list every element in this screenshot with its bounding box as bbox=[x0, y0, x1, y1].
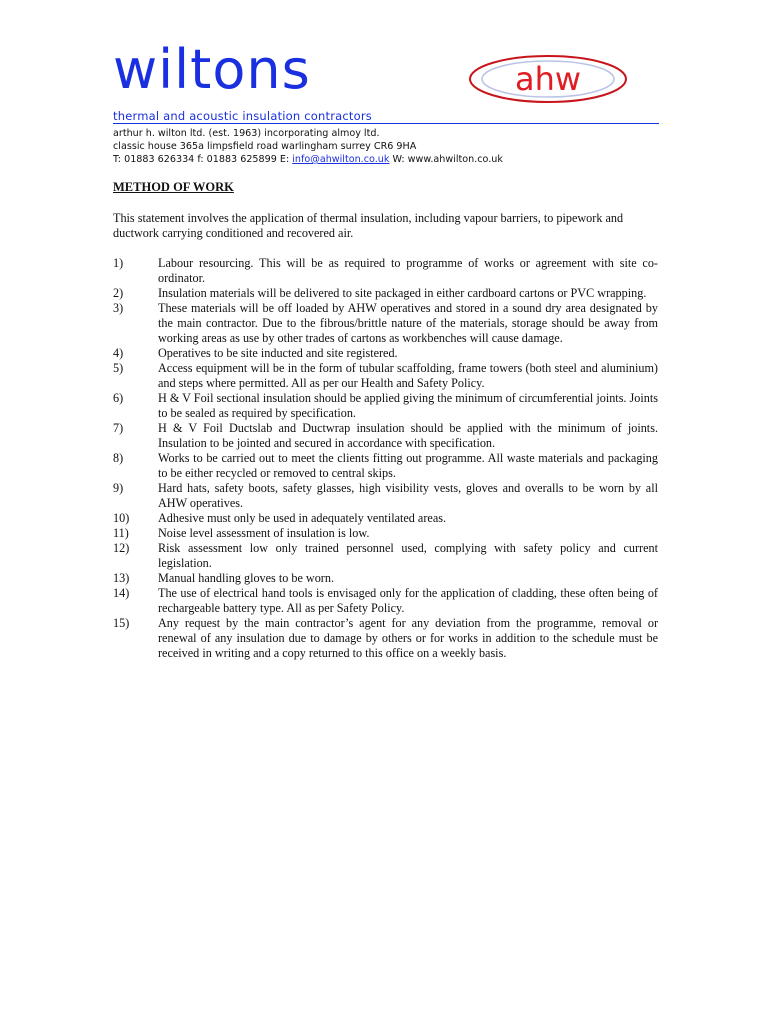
company-line: arthur h. wilton ltd. (est. 1963) incorporating almoy ltd. bbox=[113, 128, 380, 139]
list-item-number: 12) bbox=[113, 541, 130, 555]
list-item-number: 6) bbox=[113, 391, 124, 405]
address-line: classic house 365a limpsfield road warlingham surrey CR6 9HA bbox=[113, 141, 417, 152]
list-item bbox=[113, 346, 658, 361]
list-item bbox=[113, 586, 658, 616]
header-divider bbox=[113, 123, 659, 124]
ahw-logo-graphic bbox=[468, 54, 628, 104]
list-item-number: 5) bbox=[113, 361, 124, 375]
list-item-text: Labour resourcing. This will be as required to programme of works or agreement with site co-ordinator. bbox=[158, 256, 658, 285]
list-item-text: Noise level assessment of insulation is low. bbox=[158, 526, 370, 540]
company-logo-wordmark: wiltons bbox=[113, 38, 311, 101]
list-item-text: Adhesive must only be used in adequately ventilated areas. bbox=[158, 511, 447, 525]
list-item-text: Risk assessment low only trained personnel used, complying with safety policy and current legislation. bbox=[158, 541, 658, 570]
intro-paragraph: This statement involves the application of thermal insulation, including vapour barriers, to pipework and ductwork carrying conditioned and recovered air. bbox=[113, 211, 624, 240]
list-item-number: 11) bbox=[113, 526, 129, 540]
email-link[interactable]: info@ahwilton.co.uk bbox=[292, 154, 390, 165]
list-item-number: 8) bbox=[113, 451, 124, 465]
list-item bbox=[113, 571, 658, 586]
list-item-number: 2) bbox=[113, 286, 124, 300]
list-item-number: 10) bbox=[113, 511, 130, 525]
contact-phone-fax: T: 01883 626334 f: 01883 625899 E: bbox=[113, 154, 290, 165]
list-item-text: Access equipment will be in the form of tubular scaffolding, frame towers (both steel and aluminium) and steps where permitted. All as per our Health and Safety Policy. bbox=[158, 361, 658, 390]
list-item-text: The use of electrical hand tools is envisaged only for the application of cladding, these often being of rechargeable battery type. All as per Safety Policy. bbox=[158, 586, 658, 615]
list-item-number: 4) bbox=[113, 346, 124, 360]
ahw-logo bbox=[468, 54, 628, 104]
contact-line bbox=[113, 153, 503, 166]
list-item bbox=[113, 616, 658, 661]
list-item bbox=[113, 526, 658, 541]
list-item-number: 3) bbox=[113, 301, 124, 315]
list-item bbox=[113, 451, 658, 481]
list-item-number: 7) bbox=[113, 421, 124, 435]
list-item-number: 1) bbox=[113, 256, 124, 270]
list-item bbox=[113, 301, 658, 346]
list-item-text: Insulation materials will be delivered to site packaged in either cardboard cartons or PVC wrapping. bbox=[158, 286, 647, 300]
list-item-number: 13) bbox=[113, 571, 130, 585]
list-item-text: Manual handling gloves to be worn. bbox=[158, 571, 335, 585]
list-item-number: 14) bbox=[113, 586, 130, 600]
list-item bbox=[113, 286, 658, 301]
list-item bbox=[113, 391, 658, 421]
list-item-text: Works to be carried out to meet the clients fitting out programme. All waste materials and packaging to be either recycled or removed to central skips. bbox=[158, 451, 658, 480]
list-item-text: H & V Foil Ductslab and Ductwrap insulation should be applied with the minimum of joints. Insulation to be jointed and secured in accordance with specification. bbox=[158, 421, 658, 450]
list-item bbox=[113, 511, 658, 526]
list-item-text: Any request by the main contractor’s agent for any deviation from the programme, removal or renewal of any insulation due to damage by others or for works in addition to the schedule must be received in writing and a copy returned to this office on a weekly basis. bbox=[158, 616, 658, 660]
list-item-number: 9) bbox=[113, 481, 124, 495]
document-heading: METHOD OF WORK bbox=[113, 180, 234, 194]
list-item bbox=[113, 421, 658, 451]
list-item bbox=[113, 361, 658, 391]
tagline: thermal and acoustic insulation contractors bbox=[113, 109, 372, 123]
list-item-text: H & V Foil sectional insulation should be applied giving the minimum of circumferential joints. Joints to be sealed as required by specification. bbox=[158, 391, 658, 420]
list-item-text: Operatives to be site inducted and site registered. bbox=[158, 346, 398, 360]
list-item bbox=[113, 541, 658, 571]
list-item-number: 15) bbox=[113, 616, 130, 630]
website-text: W: www.ahwilton.co.uk bbox=[392, 154, 503, 165]
list-item bbox=[113, 256, 658, 286]
ahw-logo-text: ahw bbox=[514, 60, 582, 98]
list-item bbox=[113, 481, 658, 511]
list-item-text: These materials will be off loaded by AHW operatives and stored in a sound dry area designated by the main contractor. Due to the fibrous/brittle nature of the materials, storage should be away from working areas as use by other trades of cartons as workbenches will cause damage. bbox=[158, 301, 658, 345]
list-item-text: Hard hats, safety boots, safety glasses, high visibility vests, gloves and overalls to be worn by all AHW operatives. bbox=[158, 481, 658, 510]
method-list bbox=[113, 256, 658, 661]
